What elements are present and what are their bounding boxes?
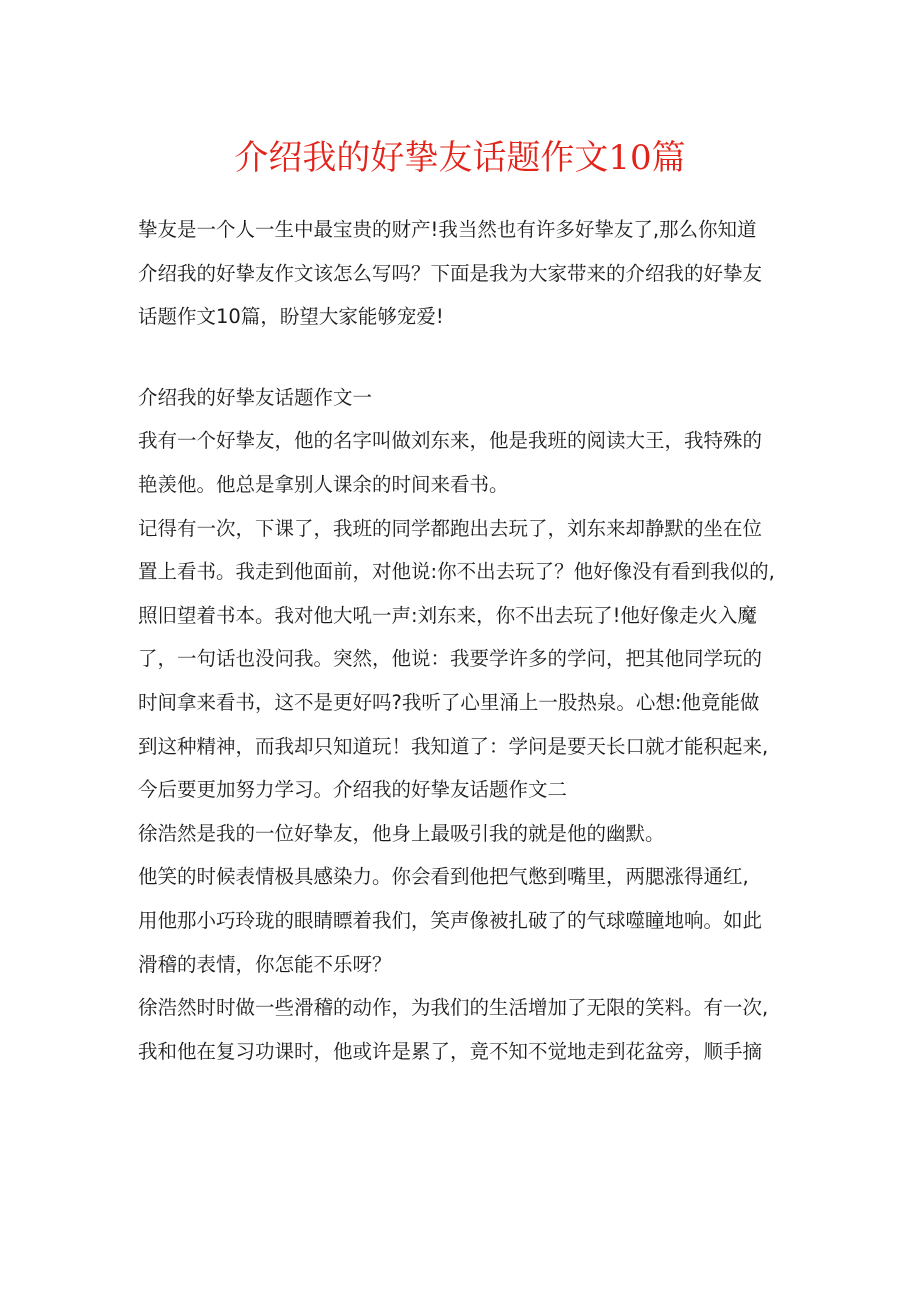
text-line: 介绍我的好挚友作文该怎么写吗？下面是我为大家带来的介绍我的好挚友 [138, 261, 763, 285]
section1-heading: 介绍我的好挚友话题作文一 [138, 385, 373, 409]
document-body [138, 208, 798, 1073]
text-line: 用他那小巧玲珑的眼睛瞟着我们，笑声像被扎破了的气球噬瞳地响。如此 [138, 908, 763, 932]
body-paragraph [138, 986, 798, 1073]
intro-paragraph [138, 208, 798, 339]
section-heading [138, 376, 798, 420]
text-line: 我有一个好挚友，他的名字叫做刘东来，他是我班的阅读大王，我特殊的 [138, 429, 763, 453]
text-line: 徐浩然是我的一位好挚友，他身上最吸引我的就是他的幽默。 [138, 821, 665, 845]
body-paragraph [138, 855, 798, 986]
text-line: 艳羡他。他总是拿别人课余的时间来看书。 [138, 472, 509, 496]
body-paragraph [138, 419, 798, 506]
text-line: 挚友是一个人一生中最宝贵的财产!我当然也有许多好挚友了,那么你知道 [138, 218, 757, 241]
text-line: 照旧望着书本。我对他大吼一声:刘东来，你不出去玩了!他好像走火入魔 [138, 603, 757, 627]
paragraph-spacer [138, 339, 798, 376]
text-line: 记得有一次，下课了，我班的同学都跑出去玩了，刘东来却静默的坐在位 [138, 516, 763, 540]
text-line: 到这种精神，而我却只知道玩！我知道了：学问是要天长口就才能积起来, [138, 734, 769, 758]
text-line: 他笑的时候表情极具感染力。你会看到他把气憋到嘴里，两腮涨得通红, [138, 865, 749, 889]
body-paragraph [138, 812, 798, 856]
text-line: 徐浩然时时做一些滑稽的动作，为我们的生活增加了无限的笑料。有一次, [138, 996, 769, 1020]
text-line: 我和他在复习功课时，他或许是累了，竟不知不觉地走到花盆旁，顺手摘 [138, 1039, 763, 1063]
document-title: 介绍我的好挚友话题作文10篇 [234, 138, 686, 178]
body-paragraph [138, 507, 798, 812]
text-line: 滑稽的表情，你怎能不乐呀？ [138, 952, 392, 976]
text-line: 话题作文10篇，盼望大家能够宠爱! [138, 305, 444, 329]
text-line: 了，一句话也没问我。突然，他说：我要学许多的学问，把其他同学玩的 [138, 647, 763, 671]
text-line: 今后要更加努力学习。介绍我的好挚友话题作文二 [138, 778, 568, 802]
text-line: 置上看书。我走到他面前，对他说:你不出去玩了？他好像没有看到我似的, [138, 560, 775, 584]
text-line: 时间拿来看书，这不是更好吗?我听了心里涌上一股热泉。心想:他竟能做 [138, 690, 760, 714]
